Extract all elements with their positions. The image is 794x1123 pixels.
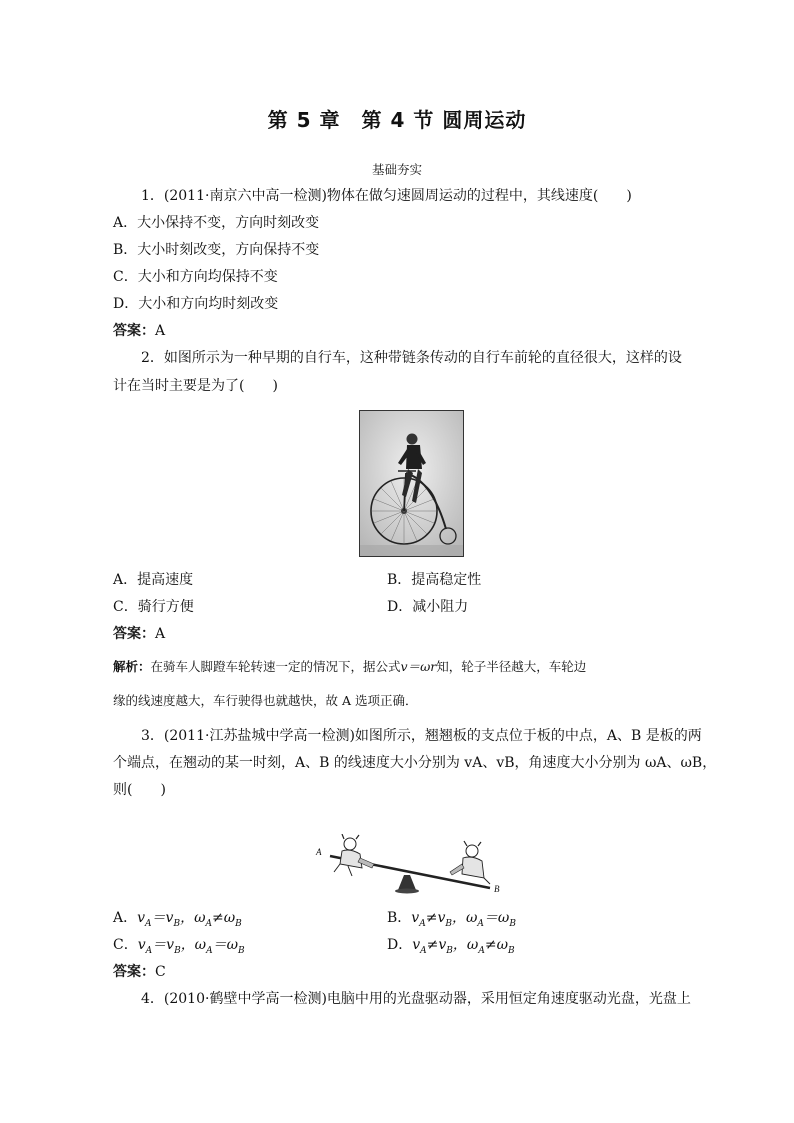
question-4-stem: 4．(2010·鹤壁中学高一检测)电脑中用的光盘驱动器，采用恒定角速度驱动光盘，光盘上: [141, 991, 691, 1007]
option-sub: B: [509, 918, 516, 929]
answer-label: 答案：: [113, 626, 155, 642]
option-sub: A: [145, 945, 153, 956]
option-letter: C．: [113, 937, 138, 953]
penny-farthing-bicycle-photo: [359, 410, 464, 557]
option-letter: D．: [387, 937, 413, 953]
explanation-text-a: 在骑车人脚蹬车轮转速一定的情况下，据公式: [150, 659, 401, 674]
option-sub: A: [205, 918, 213, 929]
question-2-stem-line-2: 计在当时主要是为了( ): [113, 378, 278, 394]
question-1-option-b: B．大小时刻改变，方向保持不变: [113, 242, 320, 258]
point-b-label: B: [494, 884, 500, 894]
question-1-option-d: D．大小和方向均时刻改变: [113, 296, 279, 312]
velocity-formula: v＝ωr: [400, 659, 437, 674]
question-3-answer: [113, 962, 166, 982]
question-2-option-a: A．提高速度: [113, 572, 194, 588]
option-var: v: [137, 937, 146, 953]
option-sub: B: [174, 945, 181, 956]
option-var: v: [137, 910, 146, 926]
question-1-answer: [113, 321, 165, 341]
option-sub: A: [478, 945, 485, 956]
option-sub: A: [477, 918, 484, 929]
option-sub: B: [508, 945, 515, 956]
answer-value: A: [155, 323, 166, 339]
option-sub: A: [420, 945, 427, 956]
seesaw-figure: [312, 834, 512, 898]
question-3-option-c: [113, 935, 245, 961]
question-2-stem-line-1: 2．如图所示为一种早期的自行车，这种带链条传动的自行车前轮的直径很大，这样的设: [141, 350, 682, 366]
section-heading: 基础夯实: [371, 162, 422, 177]
question-3-stem-line-3: 则( ): [113, 782, 166, 798]
seesaw-drawing: [312, 834, 512, 898]
option-rel: ＝ω: [483, 910, 510, 926]
option-sub: A: [419, 918, 426, 929]
option-var: ，ω: [180, 937, 207, 953]
question-3-option-a: [113, 908, 242, 934]
option-sub: B: [446, 945, 453, 956]
bicycle-photo-drawing: [360, 411, 463, 556]
option-sub: B: [173, 918, 181, 929]
page-title: 第 5 章 第 4 节 圆周运动: [267, 108, 527, 132]
option-rel: ≠ω: [484, 937, 508, 953]
option-rel: ≠v: [425, 910, 446, 926]
option-sub: B: [445, 918, 452, 929]
option-rel: ≠v: [426, 937, 447, 953]
question-1-option-a: A．大小保持不变，方向时刻改变: [113, 215, 320, 231]
option-rel: ＝ω: [212, 937, 239, 953]
option-var: ，ω: [180, 910, 206, 926]
option-var: v: [412, 937, 421, 953]
question-2-option-c: C．骑行方便: [113, 599, 194, 615]
explanation-label: 解析：: [113, 659, 151, 674]
point-a-label: A: [316, 847, 322, 857]
option-var: v: [411, 910, 420, 926]
question-2-option-b: B．提高稳定性: [387, 572, 482, 588]
answer-label: 答案：: [113, 323, 155, 339]
question-1-stem: 1．(2011·南京六中高一检测)物体在做匀速圆周运动的过程中，其线速度( ): [141, 188, 632, 204]
option-letter: B．: [387, 910, 412, 926]
option-var: ，ω: [452, 937, 479, 953]
option-var: ，ω: [451, 910, 478, 926]
question-3-option-d: [387, 935, 515, 961]
option-sub: A: [145, 918, 152, 929]
option-rel: ≠ω: [212, 910, 236, 926]
question-3-stem-line-2: 个端点，在翘动的某一时刻，A、B 的线速度大小分别为 vA、vB，角速度大小分别为 ωA、ωB，: [113, 755, 717, 771]
answer-label: 答案：: [113, 964, 155, 980]
question-2-option-d: D．减小阻力: [387, 599, 469, 615]
question-2-explanation-line-1: [113, 657, 586, 677]
question-3-stem-line-1: 3．(2011·江苏盐城中学高一检测)如图所示，翘翘板的支点位于板的中点，A、B 是板的两: [141, 728, 702, 744]
question-3-option-b: [387, 908, 516, 934]
option-letter: A．: [113, 910, 138, 926]
option-sub: B: [238, 945, 245, 956]
question-1-option-c: C．大小和方向均保持不变: [113, 269, 278, 285]
question-2-answer: [113, 624, 165, 644]
answer-value: A: [155, 626, 166, 642]
answer-value: C: [155, 964, 166, 980]
option-sub: A: [206, 945, 213, 956]
option-rel: ＝v: [151, 910, 174, 926]
explanation-text-b: 知，轮子半径越大，车轮边: [436, 659, 587, 674]
option-rel: ＝v: [152, 937, 175, 953]
option-sub: B: [235, 918, 242, 929]
question-2-explanation-line-2: 缘的线速度越大，车行驶得也就越快，故 A 选项正确．: [113, 693, 418, 708]
